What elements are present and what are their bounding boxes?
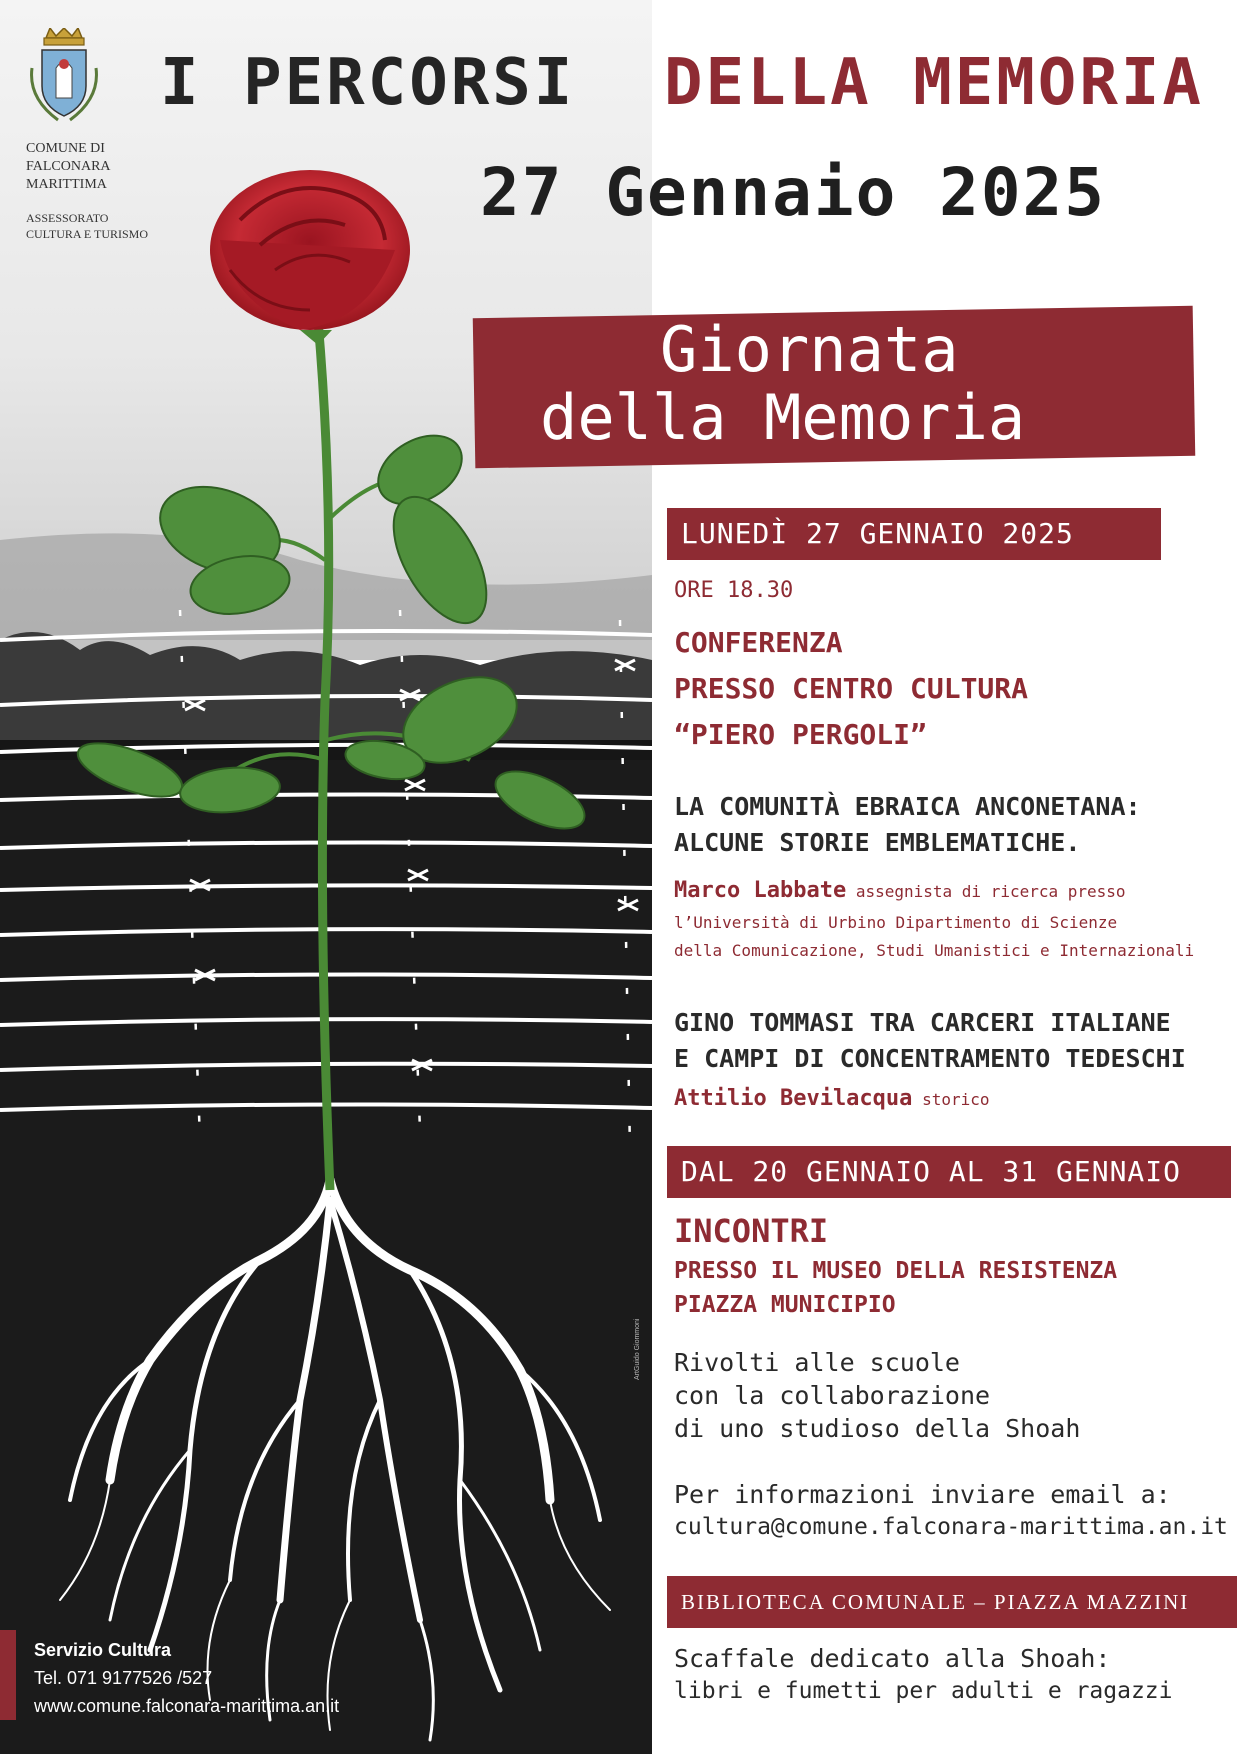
- event3-banner: BIBLIOTECA COMUNALE – PIAZZA MAZZINI: [667, 1576, 1237, 1628]
- event2-desc-line: con la collaborazione: [674, 1381, 991, 1410]
- talk2-title-line-2: E CAMPI DI CONCENTRAMENTO TEDESCHI: [674, 1044, 1186, 1073]
- event1-title-line-3: “PIERO PERGOLI”: [674, 718, 927, 751]
- event2-desc-line: Rivolti alle scuole: [674, 1348, 960, 1377]
- title-part-1: I PERCORSI: [160, 46, 576, 120]
- event1-date-banner: LUNEDÌ 27 GENNAIO 2025: [667, 508, 1161, 560]
- info-line: Per informazioni inviare email a:: [674, 1480, 1171, 1509]
- giornata-line-2: della Memoria: [540, 381, 1026, 454]
- talk2-speaker: Attilio Bevilacqua: [674, 1086, 913, 1111]
- event3-desc-line: Scaffale dedicato alla Shoah:: [674, 1644, 1111, 1673]
- talk1-role-3: della Comunicazione, Studi Umanistici e Internazionali: [674, 941, 1195, 960]
- talk1-speaker-line: [674, 878, 1126, 903]
- talk1-title-line-2: ALCUNE STORIE EMBLEMATICHE.: [674, 828, 1081, 857]
- department-line: CULTURA E TURISMO: [26, 227, 149, 241]
- footer-accent-bar: [0, 1630, 16, 1720]
- footer-contacts: [34, 1636, 339, 1720]
- event2-place-2: PIAZZA MUNICIPIO: [674, 1292, 896, 1318]
- talk1-role-1: assegnista di ricerca presso: [855, 882, 1126, 901]
- event1-title-line-1: CONFERENZA: [674, 626, 843, 659]
- coat-of-arms-icon: [28, 28, 100, 126]
- talk1-title-line-1: LA COMUNITÀ EBRAICA ANCONETANA:: [674, 792, 1141, 821]
- municipality-line: FALCONARA: [26, 159, 111, 174]
- event2-title: INCONTRI: [674, 1212, 829, 1250]
- giornata-line-1: [540, 313, 959, 386]
- municipality-name: [26, 140, 176, 194]
- event1-time: ORE 18.30: [674, 578, 794, 603]
- talk1-speaker: Marco Labbate: [674, 878, 847, 903]
- footer-tel: Tel. 071 9177526 /527: [34, 1668, 213, 1688]
- info-email[interactable]: cultura@comune.falconara-marittima.an.it: [674, 1514, 1228, 1540]
- giornata-text: Giornata: [660, 313, 959, 386]
- event2-desc-line: di uno studioso della Shoah: [674, 1414, 1081, 1443]
- talk2-role: storico: [922, 1090, 990, 1109]
- municipality-line: MARITTIMA: [26, 177, 107, 192]
- municipality-line: COMUNE DI: [26, 141, 105, 156]
- event1-title-line-2: PRESSO CENTRO CULTURA: [674, 672, 1029, 705]
- event2-desc: [674, 1346, 1080, 1445]
- footer-web[interactable]: www.comune.falconara-marittima.an.it: [34, 1696, 340, 1716]
- event3-desc-line: libri e fumetti per adulti e ragazzi: [674, 1678, 1173, 1704]
- talk2-title-line-1: GINO TOMMASI TRA CARCERI ITALIANE: [674, 1008, 1171, 1037]
- department-name: [26, 210, 206, 242]
- event2-info: [674, 1478, 1228, 1544]
- department-line: ASSESSORATO: [26, 211, 109, 225]
- artwork-credit: ArtGuido Giommoni: [634, 1318, 641, 1380]
- header-date: 27 Gennaio 2025: [480, 154, 1107, 231]
- event2-date-banner: DAL 20 GENNAIO AL 31 GENNAIO: [667, 1146, 1231, 1198]
- event2-place-1: PRESSO IL MUSEO DELLA RESISTENZA: [674, 1258, 1118, 1284]
- talk1-role-2: l’Università di Urbino Dipartimento di Scienze: [674, 913, 1118, 932]
- title-part-2: DELLA MEMORIA: [664, 46, 1204, 120]
- footer-service: Servizio Cultura: [34, 1640, 172, 1660]
- talk2-speaker-line: [674, 1086, 990, 1111]
- coat-of-arms: [28, 28, 100, 126]
- event3-desc: [674, 1642, 1173, 1708]
